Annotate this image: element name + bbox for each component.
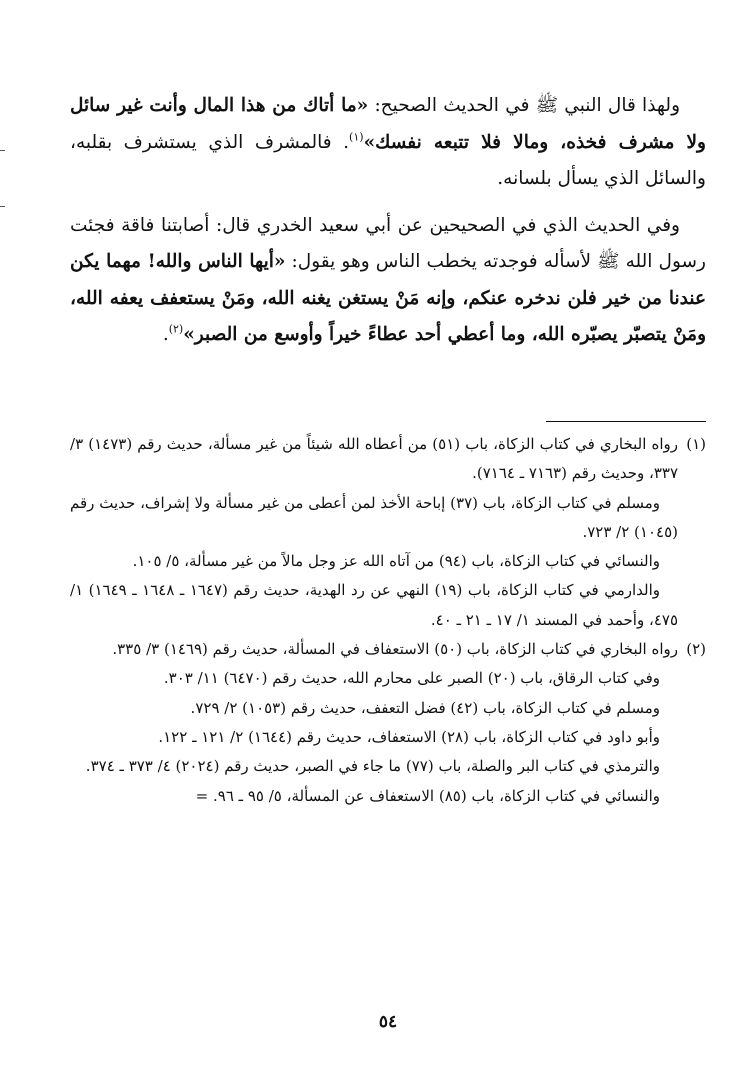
footnotes: [70, 430, 706, 811]
footnote-text: ومسلم في كتاب الزكاة، باب (٤٢) فضل التعفف، حديث رقم (١٠٥٣) ٢/ ٧٢٩.: [190, 698, 660, 717]
footnote-ref-2: (٢): [168, 322, 184, 336]
footnote-text: والنسائي في كتاب الزكاة، باب (٨٥) الاستعفاف عن المسألة، ٥/ ٩٥ ـ ٩٦. =: [195, 786, 660, 805]
paragraph-2-rest: .: [162, 324, 169, 345]
footnote-entry: [70, 430, 706, 489]
hadith-quote-2: «أيها الناس والله! مهما يكن عندنا من خير فلن ندخره عنكم، وإنه مَنْ يستغن يغنه الله، ومَنْ يستعفف يعفه الله، ومَنْ يتصبّر يصبّره الله، وما أعطي أحد عطاءً خيراً وأوسع من الصبر»: [70, 251, 706, 345]
paragraph-2-intro: وفي الحديث الذي في الصحيحين عن أبي سعيد الخدري قال: أصابتنا فاقة فجئت رسول الله ﷺ لأسأله فوجدته يخطب الناس وهو يقول:: [70, 214, 706, 272]
footnote-number: (٢): [686, 640, 706, 659]
footnote-entry: [70, 752, 706, 781]
footnote-number: (١): [686, 435, 706, 453]
hadith-quote-1: «ما أتاك من هذا المال وأنت غير سائل ولا مشرف فخذه، ومالا فلا تتبعه نفسك»: [70, 95, 706, 153]
footnote-text: رواه البخاري في كتاب الزكاة، باب (٥٠) الاستعفاف في المسألة، حديث رقم (١٤٦٩) ٣/ ٣٣٥.: [112, 640, 678, 659]
paragraph-1-intro: ولهذا قال النبي ﷺ في الحديث الصحيح:: [368, 95, 680, 116]
paragraph-1: [70, 88, 706, 198]
footnote-entry: [70, 694, 706, 723]
page-number: ٥٤: [378, 1012, 398, 1032]
book-page: [70, 0, 706, 1088]
footnote-entry: [70, 635, 706, 664]
footnote-text: والترمذي في كتاب البر والصلة، باب (٧٧) ما جاء في الصبر، حديث رقم (٢٠٢٤) ٤/ ٣٧٣ ـ ٣٧٤.: [85, 757, 660, 776]
footnote-entry: [70, 723, 706, 752]
footnote-text: وأبو داود في كتاب الزكاة، باب (٢٨) الاستعفاف، حديث رقم (١٦٤٤) ٢/ ١٢١ ـ ١٢٢.: [158, 727, 660, 746]
footnote-entry: [70, 782, 706, 811]
footnote-entry: [70, 576, 706, 635]
footnote-text: رواه البخاري في كتاب الزكاة، باب (٥١) من أعطاه الله شيئاً من غير مسألة، حديث رقم (١٤٧٣) ٣/ ٣٣٧، وحديث رقم (٧١٦٣ ـ ٧١٦٤).: [70, 435, 678, 483]
footnote-ref-1: (١): [349, 129, 364, 143]
footnote-entry: [70, 547, 706, 576]
scan-margin-mark: [0, 206, 5, 207]
footnote-text: والنسائي في كتاب الزكاة، باب (٩٤) من آتاه الله عز وجل مالاً من غير مسألة، ٥/ ١٠٥.: [132, 552, 660, 571]
footnote-entry: [70, 489, 706, 548]
footnote-text: ومسلم في كتاب الزكاة، باب (٣٧) إباحة الأخذ لمن أعطى من غير مسألة ولا إشراف، حديث رقم (١٠٤٥) ٢/ ٧٢٣.: [70, 493, 678, 541]
paragraph-2: [70, 208, 706, 354]
paragraph-1-rest: . فالمشرف الذي يستشرف بقلبه، والسائل الذي يسأل بلسانه.: [70, 131, 706, 189]
scan-margin-mark: [0, 150, 5, 151]
footnote-text: والدارمي في كتاب الزكاة، باب (١٩) النهي عن رد الهدية، حديث رقم (١٦٤٧ ـ ١٦٤٨ ـ ١٦٤٩) ١/ ٤٧٥، وأحمد في المسند ١/ ١٧ ـ ٢١ ـ ٤٠.: [70, 581, 678, 629]
footnote-separator: [546, 421, 706, 422]
footnote-text: وفي كتاب الرقاق، باب (٢٠) الصبر على محارم الله، حديث رقم (٦٤٧٠) ١١/ ٣٠٣.: [163, 669, 660, 688]
footnote-entry: [70, 664, 706, 693]
main-text: [70, 88, 706, 354]
